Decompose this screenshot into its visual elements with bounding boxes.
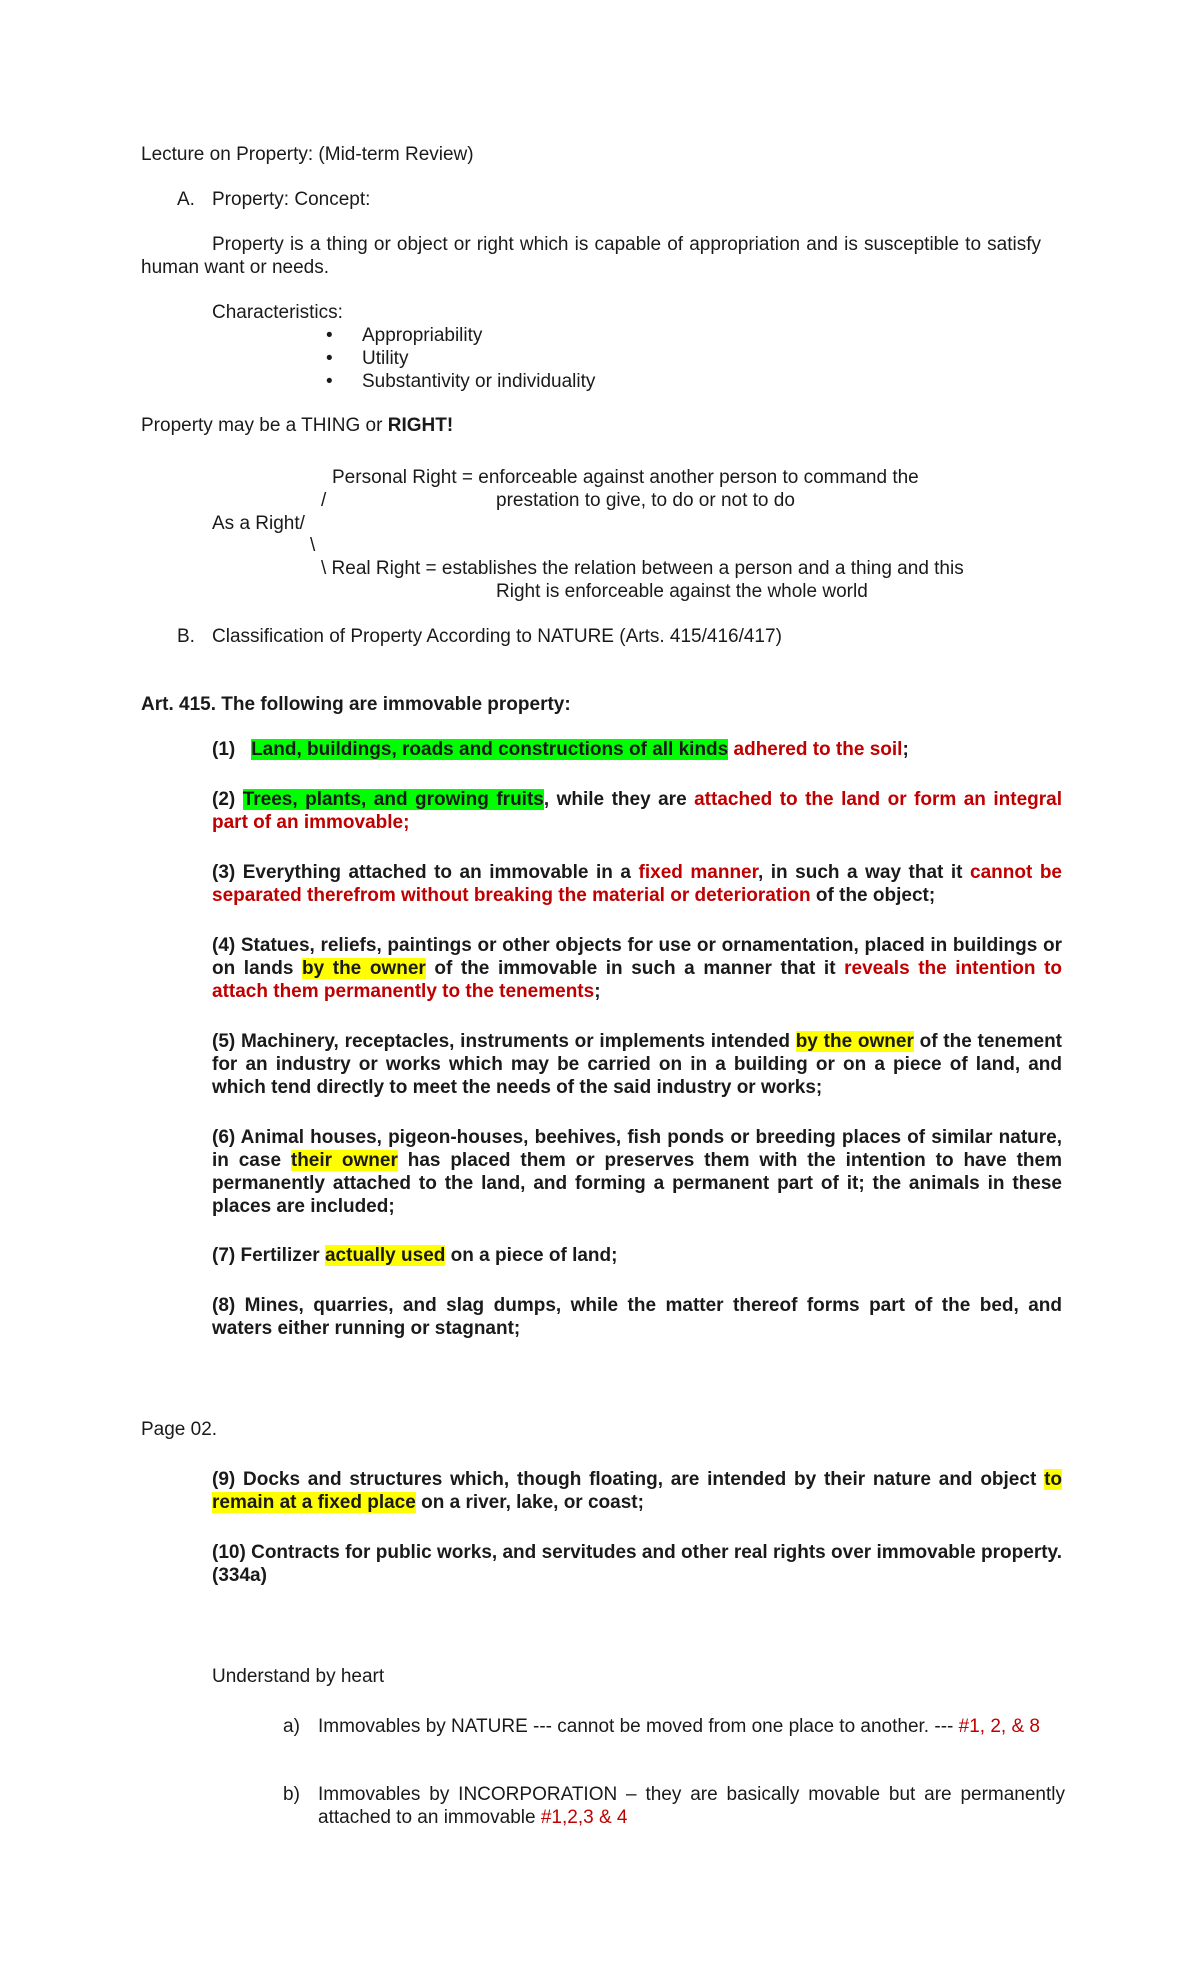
document-title: Lecture on Property: (Mid-term Review) xyxy=(141,144,474,165)
red-text: #1, 2, & 8 xyxy=(958,1716,1040,1737)
highlighted-text: Land, buildings, roads and constructions of all kinds xyxy=(251,739,729,760)
real-right-backslash: \ xyxy=(310,535,316,556)
art-415-item-1: (1) Land, buildings, roads and constructions of all kinds adhered to the soil; xyxy=(212,739,909,760)
art-415-item-4: (4) Statues, reliefs, paintings or other objects for use or ornamentation, placed in buildings or on lands by the owner of the immovable in such a manner that it reveals the intention to attach them permanently to the tenements; xyxy=(212,935,1063,1002)
property-definition: Property is a thing or object or right which is capable of appropriation and is susceptible to satisfy human want or needs. xyxy=(141,234,1041,278)
characteristics-label: Characteristics: xyxy=(212,302,343,323)
as-a-right-label: As a Right/ xyxy=(212,513,305,534)
real-right-line2: Right is enforceable against the whole world xyxy=(496,581,868,602)
art-415-item-10: (10) Contracts for public works, and servitudes and other real rights over immovable property. (334a) xyxy=(212,1542,1062,1586)
characteristics-list xyxy=(326,324,595,393)
understand-label: Understand by heart xyxy=(212,1666,385,1687)
understand-a-marker: a) xyxy=(283,1716,300,1737)
art-415-item-8: (8) Mines, quarries, and slag dumps, while the matter thereof forms part of the bed, and waters either running or stagnant; xyxy=(212,1295,1062,1339)
understand-a-text: Immovables by NATURE --- cannot be moved from one place to another. --- #1, 2, & 8 xyxy=(318,1716,1040,1737)
thing-or-right-line xyxy=(141,414,453,437)
thing-or-right-bold: RIGHT! xyxy=(387,415,454,436)
section-a-marker: A. xyxy=(177,189,195,210)
list-item: • Substantivity or individuality xyxy=(326,370,595,393)
section-b-marker: B. xyxy=(177,626,195,647)
red-text: cannot be separated therefrom without breaking the material or deterioration xyxy=(212,862,1063,906)
art-415-item-9: (9) Docks and structures which, though floating, are intended by their nature and object to remain at a fixed place on a river, lake, or coast; xyxy=(212,1469,1062,1513)
art-415-heading: Art. 415. The following are immovable property: xyxy=(141,694,571,715)
section-b-title: Classification of Property According to NATURE (Arts. 415/416/417) xyxy=(212,626,782,647)
red-text: reveals the intention to attach them permanently to the tenements xyxy=(212,958,1063,1002)
highlighted-text: actually used xyxy=(324,1245,446,1266)
thing-or-right-prefix: Property may be a THING or xyxy=(141,415,388,436)
real-right-line1: \ Real Right = establishes the relation between a person and a thing and this xyxy=(321,558,964,579)
highlighted-text: by the owner xyxy=(302,958,426,979)
personal-right-slash: / xyxy=(321,490,327,511)
highlighted-text: by the owner xyxy=(795,1031,914,1052)
list-item: • Appropriability xyxy=(326,324,595,347)
understand-b-text: Immovables by INCORPORATION – they are basically movable but are permanently attached to an immovable #1,2,3 & 4 xyxy=(318,1784,1065,1828)
list-item: • Utility xyxy=(326,347,595,370)
highlighted-text: their owner xyxy=(290,1150,398,1171)
section-a-title: Property: Concept: xyxy=(212,189,371,210)
red-text: #1,2,3 & 4 xyxy=(540,1807,628,1828)
art-415-item-5: (5) Machinery, receptacles, instruments or implements intended by the owner of the tenement for an industry or works which may be carried on in a building or on a piece of land, and which tend directly to meet the needs of the said industry or works; xyxy=(212,1031,1063,1098)
art-415-item-3: (3) Everything attached to an immovable in a fixed manner, in such a way that it cannot be separated therefrom without breaking the material or deterioration of the object; xyxy=(212,862,1063,906)
highlighted-text: Trees, plants, and growing fruits xyxy=(242,789,544,810)
highlighted-text: to remain at a fixed place xyxy=(212,1469,1062,1513)
personal-right-line2: prestation to give, to do or not to do xyxy=(496,490,795,511)
red-text: attached to the land or form an integral part of an immovable; xyxy=(212,789,1062,833)
understand-b-marker: b) xyxy=(283,1784,300,1805)
page-label: Page 02. xyxy=(141,1419,218,1440)
art-415-item-6: (6) Animal houses, pigeon-houses, beehives, fish ponds or breeding places of similar nature, in case their owner has placed them or preserves them with the intention to have them permanently attached to the land, and forming a permanent part of it; the animals in these places are included; xyxy=(212,1127,1062,1217)
personal-right-line1: Personal Right = enforceable against another person to command the xyxy=(332,467,919,488)
art-415-item-2: (2) Trees, plants, and growing fruits, while they are attached to the land or form an integral part of an immovable; xyxy=(212,789,1062,833)
red-text: adhered to the soil xyxy=(733,739,903,760)
red-text: fixed manner xyxy=(638,862,758,883)
art-415-item-7: (7) Fertilizer actually used on a piece of land; xyxy=(212,1245,618,1266)
